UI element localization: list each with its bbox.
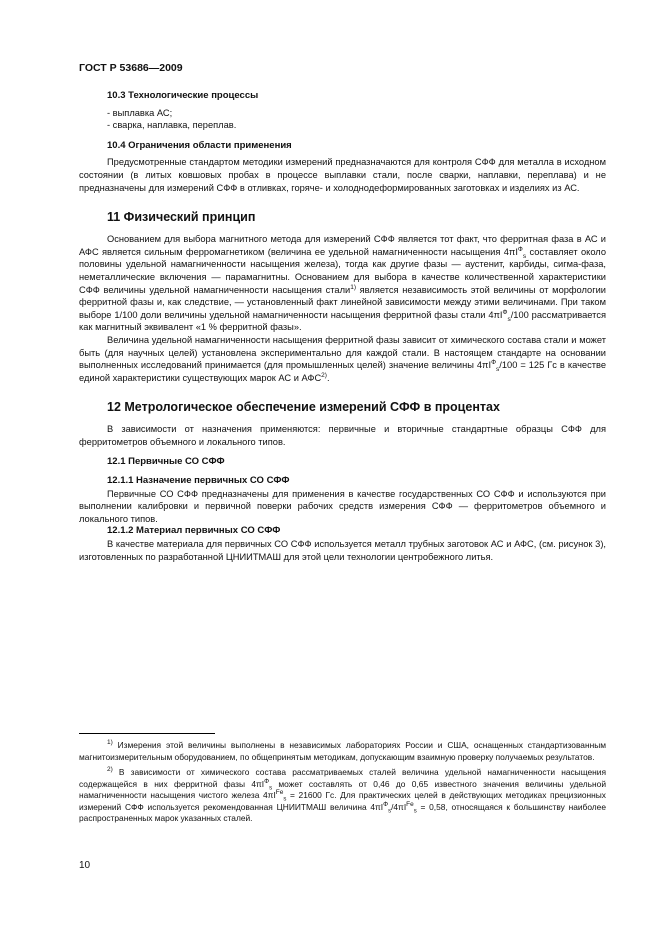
- page-number: 10: [79, 860, 91, 871]
- heading-11: 11 Физический принцип: [107, 210, 256, 225]
- footnote-2: $^{2)}$ В зависимости от химического состава рассматриваемых сталей величина удельной намагниченности насыщения содержащейся в них ферритной фазы $4\pi I^Ф_s$ может составлять от 0,46 до 0,65 известного значения величины удельной намагниченности насыщения чистого железа $4\pi I^{Fe}_s = 21600$ Гс. Для практических целей в действующих методиках прецизионных измерений СФФ используется рекомендованная ЦНИИТМАШ величина $4\pi I^Ф_s/4\pi I^{Fe}_s = 0,58$, относящаяся к большинству наиболее распространенных марок указанных сталей.: [79, 766, 606, 823]
- footnote-ref-2: 2): [321, 371, 327, 379]
- heading-12-1-2: 12.1.2 Материал первичных СО СФФ: [107, 525, 281, 537]
- paragraph-11-1: Основанием для выбора магнитного метода для измерений СФФ является тот факт, что ферритная фаза в АС и АФС является сильным ферромагнетиком (величина ее удельной намагниченности насыщения $4\pi I^Ф_s$ составляет около половины удельной намагниченности насыщения железа), тогда как другие фазы — аустенит, карбиды, сигма-фаза, неметаллические включения — парамагнитны. Основанием для выбора в качестве количественной характеристики СФФ величины удельной намагниченности насыщения стали$^{1)}$ является независимость этой величины от морфологии ферритной фазы и, как следствие, — установленный факт линейной зависимости между этими величинами. При таком выборе 1/100 доли величины удельной намагниченности насыщения ферритной фазы стали $4\pi I^Ф_s/100$ рассматривается как магнитный эквивалент «1 % ферритной фазы».: [79, 234, 607, 333]
- paragraph-12-intro: В зависимости от назначения применяются: первичные и вторичные стандартные образцы СФФ для ферритометров объемного и локального типов.: [79, 424, 606, 447]
- footnote-1: $^{1)}$ Измерения этой величины выполнены в независимых лабораториях России и США, оснащенных стандартизованным магнитоизмерительным оборудованием, по общепринятым методикам, допускающим взаимную проверку получаемых результатов.: [79, 739, 606, 762]
- paragraph-12-1-2: В качестве материала для первичных СО СФФ используется металл трубных заготовок АС и АФС, (см. рисунок 3), изготовленных по разработанной ЦНИИТМАШ для этой цели технологии центробежного литья.: [79, 539, 606, 562]
- paragraph-11-2: Величина удельной намагниченности насыщения ферритной фазы зависит от химического состава стали и может быть (для научных целей) установлена экспериментально для каждой стали. В настоящем стандарте на основании выполненных исследований принимается (для промышленных целей) значение величины $4\pi I^Ф_s/100 = 125$ Гс в качестве единой характеристики существующих марок АС и АФС$^{2)}$.: [79, 334, 606, 383]
- list-item: - сварка, наплавка, переплав.: [107, 120, 237, 131]
- paragraph-12-1-1: Первичные СО СФФ предназначены для применения в качестве государственных СО СФФ и используются при выполнении калибровки и первичной поверки рабочих средств измерения СФФ — ферритометров объемного и локального типов.: [79, 488, 606, 524]
- standard-header: ГОСТ Р 53686—2009: [79, 62, 183, 74]
- footnote-divider: [79, 733, 215, 734]
- heading-12-1: 12.1 Первичные СО СФФ: [107, 456, 225, 468]
- main-content: [79, 90, 606, 563]
- list-item: - выплавка АС;: [107, 107, 173, 118]
- paragraph-10-4: Предусмотренные стандартом методики измерений предназначаются для контроля СФФ для металла в исходном состоянии (в литых ковшовых пробах в процессе выплавки стали, после сварки, наплавки, переплава) и не предназначены для измерений СФФ в отливках, горяче- и холоднодеформированных заготовках и изделиях из АС.: [79, 157, 606, 193]
- footnote-ref-1: 1): [350, 283, 356, 291]
- heading-12: 12 Метрологическое обеспечение измерений СФФ в процентах: [107, 400, 500, 415]
- heading-10-3: 10.3 Технологические процессы: [107, 90, 259, 101]
- heading-12-1-1: 12.1.1 Назначение первичных СО СФФ: [107, 475, 290, 487]
- heading-10-4: 10.4 Ограничения области применения: [107, 139, 292, 151]
- footnotes: [79, 740, 606, 825]
